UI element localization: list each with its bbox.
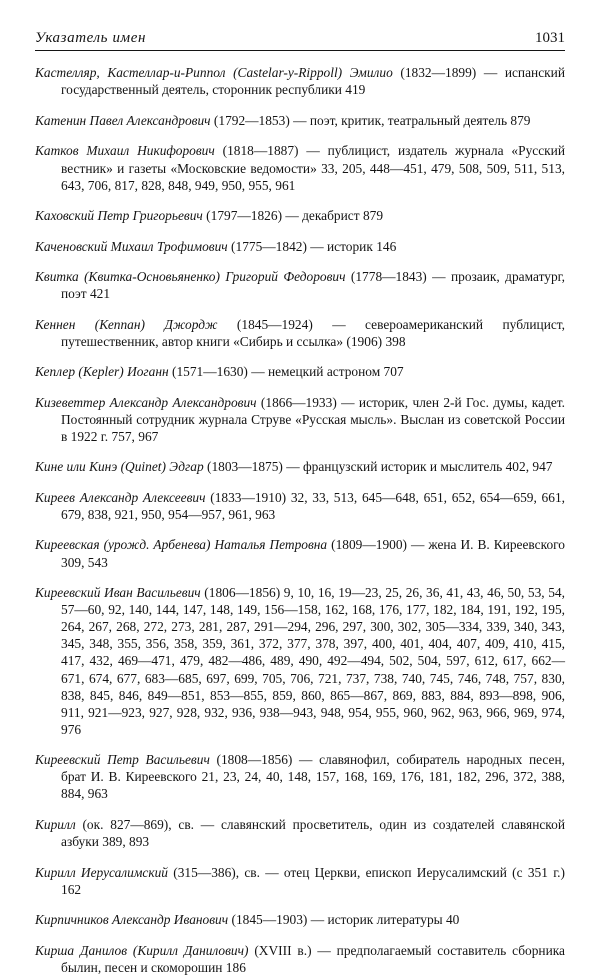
index-entry (35, 584, 565, 738)
entry-text: (1832—1899) — испанский государственный деятель, сторонник республики 419 (61, 65, 565, 98)
index-entry (35, 942, 565, 976)
index-entry (35, 238, 565, 255)
entry-name: Каченовский Михаил Трофимович (35, 238, 228, 254)
entry-text: (1845—1903) — историк литературы 40 (228, 912, 460, 928)
entry-text: (1571—1630) — немецкий астроном 707 (168, 364, 404, 380)
index-entry (35, 112, 565, 129)
entry-text: (1818—1887) — публицист, издатель журнала «Русский вестник» и газеты «Московские ведомости» 33, 205, 448—451, 479, 508, 509, 511, 513, 643, 706, 817, 828, 848, 949, 950, 955, 961 (61, 143, 565, 193)
index-entry (35, 816, 565, 850)
entry-text: (1792—1853) — поэт, критик, театральный деятель 879 (210, 112, 531, 128)
page (35, 30, 565, 979)
entry-text: (1775—1842) — историк 146 (227, 238, 397, 254)
entry-name: Кастелляр, Кастеллар-и-Риппол (Castelar-y-Rippoll) Эмилио (35, 65, 393, 81)
entry-name: Кирша Данилов (Кирилл Данилович) (35, 942, 249, 958)
index-entry (35, 363, 565, 380)
entry-text: (1833—1910) 32, 33, 513, 645—648, 651, 652, 654—659, 661, 679, 838, 921, 950, 954—957, 961, 963 (61, 489, 565, 522)
entry-text: (1778—1843) — прозаик, драматург, поэт 421 (61, 269, 565, 302)
index-entry (35, 316, 565, 350)
entry-text: (ок. 827—869), св. — славянский просветитель, один из создателей славянской азбуки 389, 893 (61, 816, 565, 850)
index-entry (35, 911, 565, 928)
entry-name: Кирилл (35, 816, 76, 832)
entry-text: (1866—1933) — историк, член 2-й Гос. думы, кадет. Постоянный сотрудник журнала Струве «Русская мысль». Выслан из советской России в 1922 г. 757, 967 (61, 394, 565, 444)
running-header (35, 30, 565, 51)
entry-text: (XVIII в.) — предполагаемый составитель сборника былин, песен и скоморошин 186 (61, 942, 565, 975)
entry-name: Кине или Кинэ (Quinet) Эдгар (35, 459, 204, 475)
entry-name: Киреевский Петр Васильевич (35, 752, 210, 768)
index-entry (35, 207, 565, 224)
entry-text: (1797—1826) — декабрист 879 (202, 208, 384, 224)
index-entry (35, 394, 565, 445)
entry-text: (315—386), св. — отец Церкви, епископ Иерусалимский (с 351 г.) 162 (61, 864, 565, 897)
entry-text: (1806—1856) 9, 10, 16, 19—23, 25, 26, 36, 41, 43, 46, 50, 53, 54, 57—60, 92, 140, 144, 147, 148, 149, 156—158, 162, 168, 176, 177, 182, 184, 191, 192, 195, 264, 267, 268, 272, 273, 281, 287, 291—294, 296, 297, 300, 302, 305—334, 339, 340, 343, 345, 348, 355, 356, 358, 359, 361, 372, 377, 378, 397, 400, 401, 404, 407, 409, 410, 415, 417, 432, 469—471, 479, 482—486, 489, 490, 492—494, 502, 504, 597, 612, 617, 662—671, 674, 677, 683—685, 697, 699, 705, 706, 721, 737, 738, 740, 745, 746, 748, 757, 830, 838, 845, 846, 849—851, 853—855, 859, 860, 865—867, 869, 883, 884, 893—898, 906, 911, 921—923, 927, 928, 932, 936, 938—943, 948, 954, 955, 960, 962, 963, 966, 969, 974, 976 (61, 585, 565, 737)
index-entry (35, 536, 565, 570)
entry-text: (1803—1875) — французский историк и мыслитель 402, 947 (203, 459, 553, 475)
index-entry (35, 458, 565, 475)
index-entry (35, 751, 565, 802)
entry-name: Киреевский Иван Васильевич (35, 585, 201, 601)
entry-name: Катков Михаил Никифорович (35, 143, 215, 159)
entry-name: Кеплер (Kepler) Иоганн (35, 364, 169, 380)
entry-name: Каховский Петр Григорьевич (35, 208, 203, 224)
entry-text: (1845—1924) — североамериканский публицист, путешественник, автор книги «Сибирь и ссылка» (1906) 398 (61, 316, 565, 349)
index-entry (35, 864, 565, 898)
index-entry (35, 268, 565, 302)
name-index-list (35, 64, 565, 975)
header-title: Указатель имен (35, 30, 147, 46)
entry-name: Кирилл Иерусалимский (35, 864, 168, 880)
entry-text: (1808—1856) — славянофил, собиратель народных песен, брат И. В. Киреевского 21, 23, 24, 40, 148, 157, 168, 169, 176, 181, 182, 296, 372, 388, 884, 963 (61, 752, 565, 802)
entry-name: Катенин Павел Александрович (35, 112, 211, 128)
entry-name: Квитка (Квитка-Основьяненко) Григорий Федорович (35, 269, 346, 285)
index-entry (35, 489, 565, 523)
entry-name: Киреев Александр Алексеевич (35, 489, 206, 505)
entry-name: Кирпичников Александр Иванович (35, 912, 229, 928)
entry-name: Киреевская (урожд. Арбенева) Наталья Петровна (35, 537, 328, 553)
entry-name: Кеннен (Кеппан) Джордж (35, 316, 218, 332)
index-entry (35, 142, 565, 193)
entry-text: (1809—1900) — жена И. В. Киреевского 309, 543 (61, 537, 565, 570)
page-number: 1031 (535, 30, 565, 46)
entry-name: Кизеветтер Александр Александрович (35, 394, 257, 410)
index-entry (35, 64, 565, 98)
